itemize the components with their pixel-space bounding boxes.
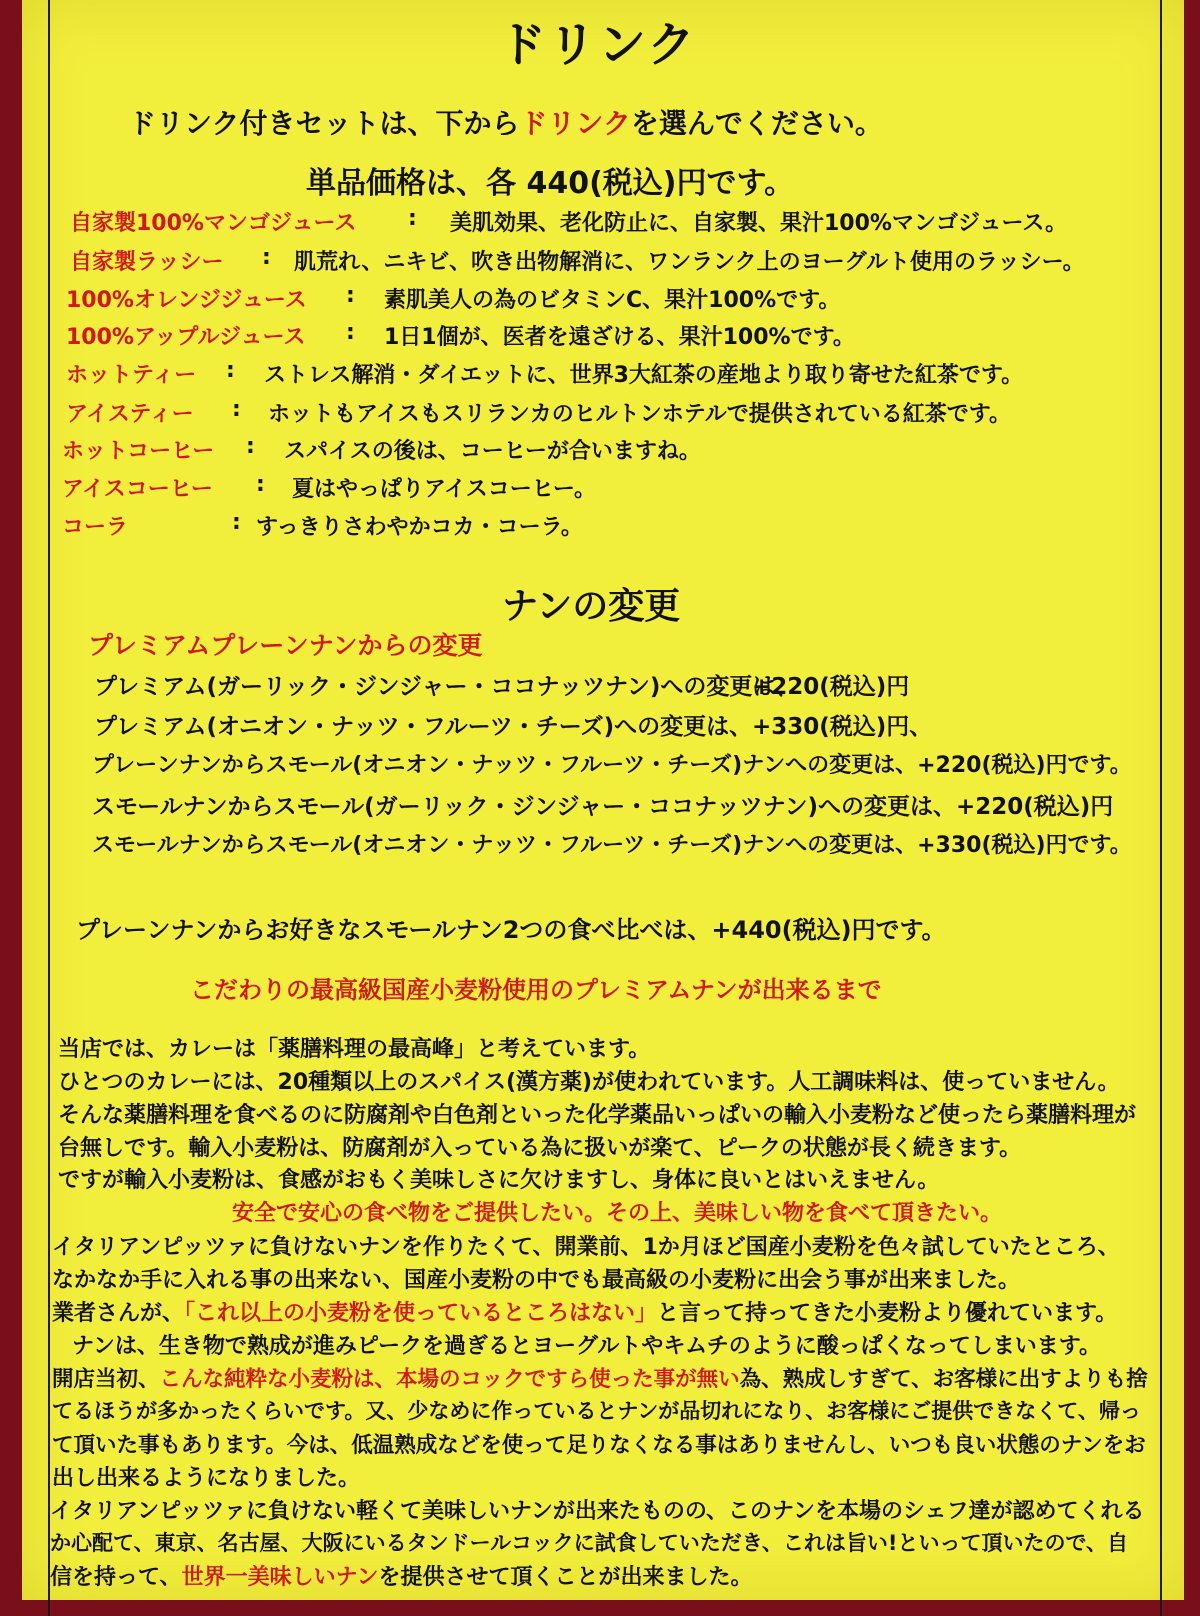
colon: :	[408, 206, 417, 231]
story-heading: こだわりの最高級国産小麦粉使用のプレミアムナンが出来るまで	[190, 976, 882, 1004]
drink-description: 肌荒れ、ニキビ、吹き出物解消に、ワンランク上のヨーグルト使用のラッシー。	[294, 250, 1085, 275]
drink-description: すっきりさわやかコカ・コーラ。	[256, 515, 583, 540]
drink-intro	[128, 102, 883, 142]
story-text: 開店当初、	[52, 1367, 160, 1392]
drink-description: 素肌美人の為のビタミンC、果汁100%です。	[384, 288, 841, 313]
drink-name: ホットティー	[66, 363, 197, 388]
story-line: なかなか手に入れる事の出来ない、国産小麦粉の中でも最高級の小麦粉に出会う事が出来ました。	[52, 1268, 1021, 1293]
drink-name: 自家製100%マンゴジュース	[70, 211, 357, 236]
drink-description: 夏はやっぱりアイスコーヒー。	[292, 477, 597, 502]
naan-section-subtitle: プレミアムプレーンナンからの変更	[88, 631, 483, 660]
colon: :	[246, 434, 255, 459]
story-text: と言って持ってきた小麦粉より優れています。	[657, 1301, 1118, 1326]
page-title: ドリンク	[498, 17, 698, 73]
story-line: イタリアンピッツァに負けないナンを作りたくて、開業前、1か月ほど国産小麦粉を色々試していたところ、	[52, 1235, 1120, 1260]
drink-name: 自家製ラッシー	[70, 250, 224, 275]
story-line: て頂いた事もあります。今は、低温熟成などを使って足りなくなる事はありませんし、いつも良い状態のナンをお	[52, 1433, 1146, 1458]
story-line	[50, 1560, 752, 1591]
drink-description: 美肌効果、老化防止に、自家製、果汁100%マンゴジュース。	[450, 211, 1068, 236]
colon: :	[346, 283, 355, 308]
naan-option: スモールナンからスモール(ガーリック・ジンジャー・ココナッツナン)への変更は、+220(税込)円	[92, 794, 1114, 820]
drink-description: ストレス解消・ダイエットに、世界3大紅茶の産地より取り寄せた紅茶です。	[264, 363, 1024, 388]
drink-name: コーラ	[62, 515, 129, 540]
colon: :	[232, 510, 241, 535]
drink-name: 100%アップルジュース	[66, 325, 306, 350]
story-text: 業者さんが、	[52, 1301, 185, 1326]
naan-option: プレミアム(オニオン・ナッツ・フルーツ・チーズ)への変更は、	[94, 714, 753, 740]
naan-compare: プレーンナンからお好きなスモールナン2つの食べ比べは、+440(税込)円です。	[76, 916, 946, 944]
drink-name: ホットコーヒー	[62, 439, 215, 464]
naan-option: プレミアム(ガーリック・ジンジャー・ココナッツナン)への変更は、	[94, 674, 799, 700]
story-line: てるほうが多かったくらいです。又、少なめに作っているとナンが品切れになり、お客様にご提供できなくて、帰っ	[52, 1399, 1141, 1423]
intro-text-2: を選んでください。	[630, 107, 883, 140]
naan-section-title: ナンの変更	[502, 586, 681, 627]
story-line: ナンは、生き物で熟成が進みピークを過ぎるとヨーグルトやキムチのように酸っぱくなってしまいます。	[72, 1334, 1101, 1359]
story-line: ですが輸入小麦粉は、食感がおもく美味しさに欠けますし、身体に良いとはいえません。	[58, 1168, 940, 1193]
story-highlight-line: 安全で安心の食べ物をご提供したい。その上、美味しい物を食べて頂きたい。	[232, 1201, 1003, 1226]
drink-name: アイスティー	[66, 402, 194, 427]
drink-name: アイスコーヒー	[62, 477, 213, 502]
drink-description: ホットもアイスもスリランカのヒルトンホテルで提供されている紅茶です。	[268, 402, 1011, 427]
colon: :	[226, 358, 235, 383]
story-quote: 「これ以上の小麦粉を使っているところはない」	[184, 1301, 658, 1326]
drink-name: 100%オレンジジュース	[66, 288, 307, 313]
naan-price: +330(税込)円、	[752, 714, 933, 740]
price-line: 単品価格は、各 440(税込)円です。	[306, 166, 795, 201]
colon: :	[262, 245, 271, 270]
story-line: そんな薬膳料理を食べるのに防腐剤や白色剤といった化学薬品いっぱいの輸入小麦粉など使ったら薬膳料理が	[58, 1103, 1137, 1128]
naan-option: プレーンナンからスモール(オニオン・ナッツ・フルーツ・チーズ)ナンへの変更は、+220(税込)円です。	[92, 753, 1132, 778]
story-line	[52, 1296, 1117, 1327]
story-line: 台無しです。輸入小麦粉は、防腐剤が入っている為に扱いが楽て、ピークの状態が長く続きます。	[58, 1136, 1022, 1161]
story-line: か心配て、東京、名古屋、大阪にいるタンドールコックに試食していただき、これは旨い!といって頂いたので、自	[50, 1531, 1129, 1555]
story-text: 信を持って、	[50, 1565, 182, 1590]
story-text: を提供させて頂くことが出来ました。	[378, 1565, 753, 1590]
colon: :	[256, 472, 265, 497]
colon: :	[346, 320, 355, 345]
story-emphasis: こんな純粋な小麦粉は、本場のコックですら使った事が無い	[159, 1367, 740, 1392]
story-line: 出し出来るようになりました。	[52, 1466, 361, 1491]
intro-text-1: ドリンク付きセットは、下から	[128, 107, 520, 140]
naan-price: +220(税込)円	[752, 674, 910, 700]
naan-option: スモールナンからスモール(オニオン・ナッツ・フルーツ・チーズ)ナンへの変更は、+330(税込)円です。	[92, 833, 1132, 858]
story-emphasis: 世界一美味しいナン	[181, 1565, 379, 1590]
story-line: 当店では、カレーは「薬膳料理の最高峰」と考えています。	[58, 1037, 651, 1062]
story-line: ひとつのカレーには、20種類以上のスパイス(漢方薬)が使われています。人工調味料は、使っていません。	[58, 1070, 1120, 1095]
intro-highlight: ドリンク	[519, 107, 631, 140]
drink-description: スパイスの後は、コーヒーが合いますね。	[284, 439, 701, 464]
story-line	[52, 1362, 1148, 1393]
drink-description: 1日1個が、医者を遠ざける、果汁100%です。	[384, 325, 855, 350]
story-line: イタリアンピッツァに負けない軽くて美味しいナンが出来たものの、このナンを本場のシェフ達が認めてくれる	[50, 1499, 1145, 1524]
colon: :	[232, 397, 241, 422]
story-text: 為、熟成しすぎて、お客様に出すよりも捨	[739, 1367, 1148, 1392]
